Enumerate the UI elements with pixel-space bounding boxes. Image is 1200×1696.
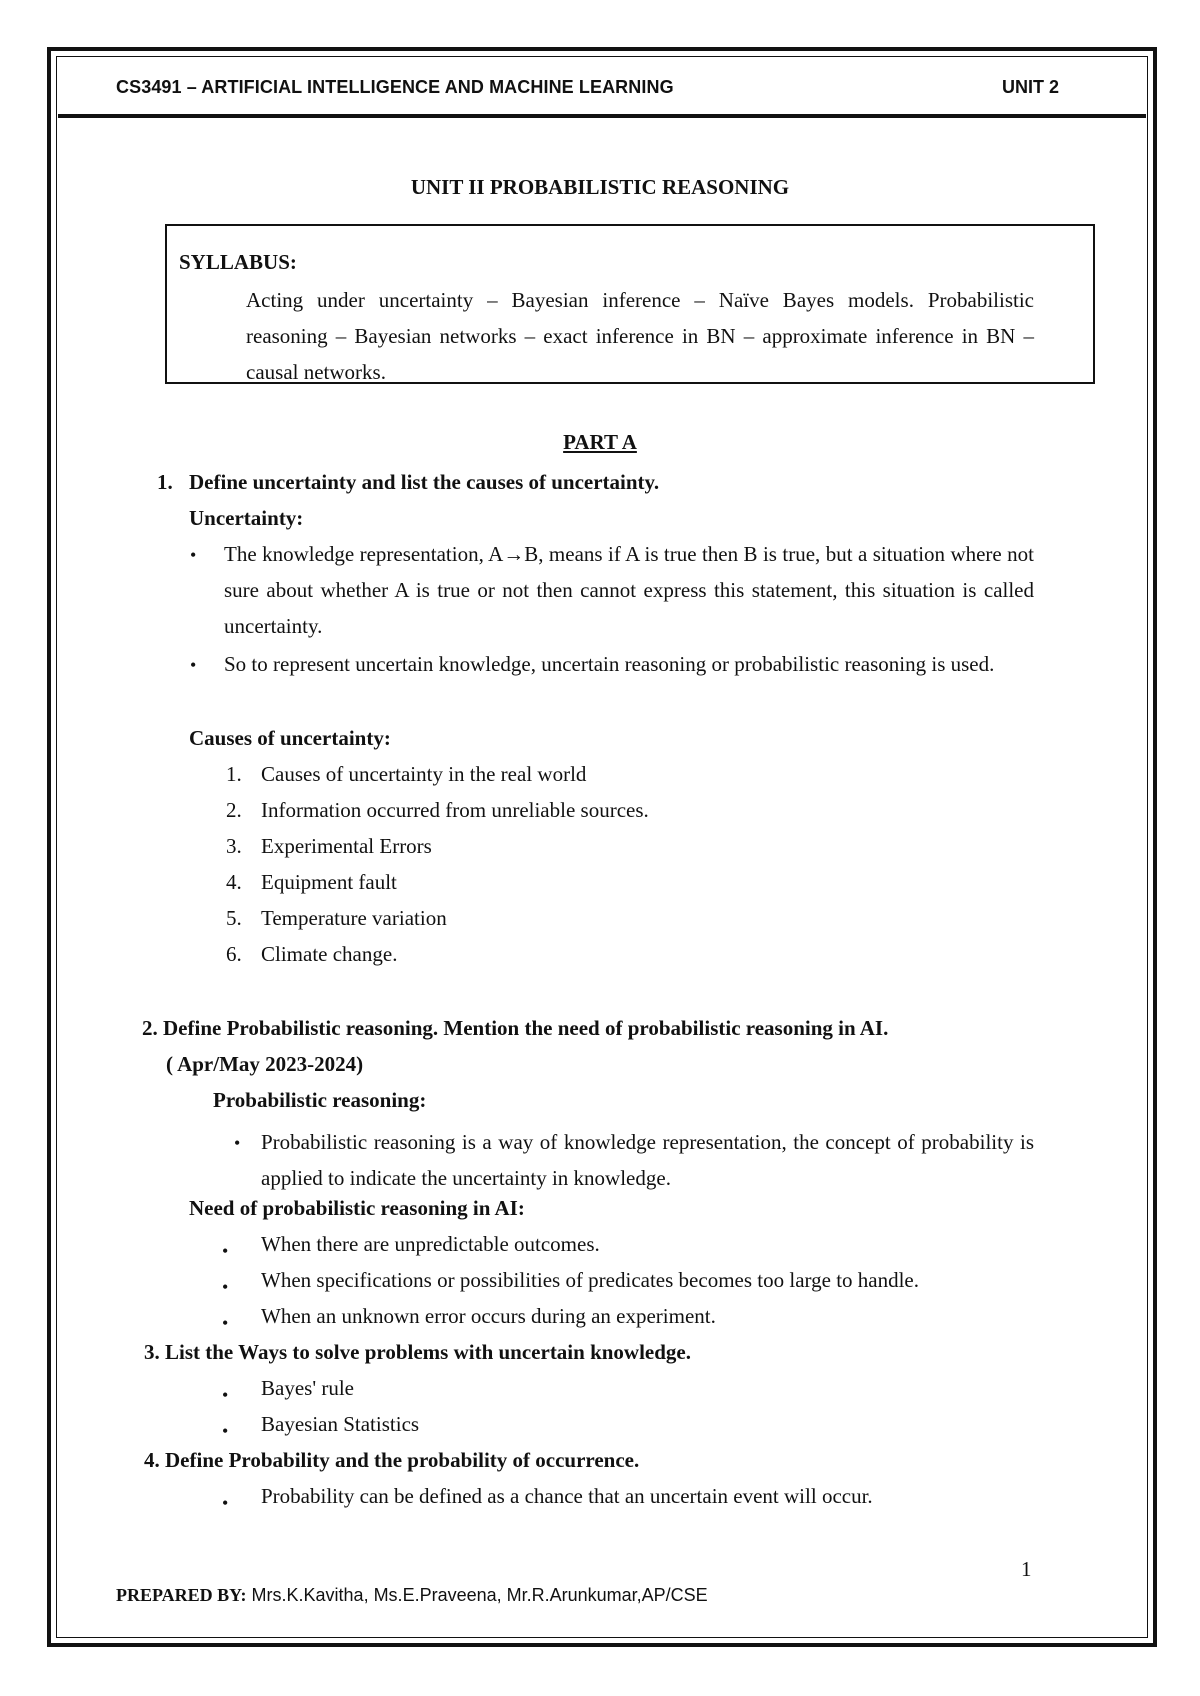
q1-number: 1. bbox=[157, 470, 173, 494]
cause-item: Climate change. bbox=[261, 942, 398, 966]
cause-number: 5. bbox=[226, 906, 242, 930]
syllabus-heading: SYLLABUS: bbox=[179, 250, 297, 274]
q2-question: 2. Define Probabilistic reasoning. Mention the need of probabilistic reasoning in AI. bbox=[142, 1016, 889, 1040]
unit-label: UNIT 2 bbox=[1002, 77, 1060, 97]
unit-title: UNIT II PROBABILISTIC REASONING bbox=[410, 175, 790, 199]
bullet-icon: • bbox=[222, 1493, 229, 1513]
cause-number: 6. bbox=[226, 942, 242, 966]
syllabus-box bbox=[165, 224, 1095, 384]
q1-uncertainty-heading: Uncertainty: bbox=[189, 506, 304, 530]
bullet-icon: • bbox=[190, 655, 197, 675]
q1-question: Define uncertainty and list the causes of uncertainty. bbox=[189, 470, 660, 494]
cause-item: Experimental Errors bbox=[261, 834, 432, 858]
bullet-icon: • bbox=[222, 1313, 229, 1333]
cause-item: Temperature variation bbox=[261, 906, 447, 930]
q1-bullet-2: So to represent uncertain knowledge, uncertain reasoning or probabilistic reasoning is used. bbox=[224, 652, 995, 676]
q3-question: 3. List the Ways to solve problems with uncertain knowledge. bbox=[144, 1340, 692, 1364]
cause-item: Equipment fault bbox=[261, 870, 397, 894]
q4-question: 4. Define Probability and the probability of occurrence. bbox=[144, 1448, 640, 1472]
cause-number: 2. bbox=[226, 798, 242, 822]
page-footer bbox=[116, 1585, 708, 1606]
cause-item: Causes of uncertainty in the real world bbox=[261, 762, 587, 786]
prepared-by-label: PREPARED BY: bbox=[116, 1585, 247, 1605]
q2-need-item: When an unknown error occurs during an experiment. bbox=[261, 1304, 716, 1328]
q4-item: Probability can be defined as a chance that an uncertain event will occur. bbox=[261, 1484, 873, 1508]
q2-need-heading: Need of probabilistic reasoning in AI: bbox=[189, 1196, 525, 1220]
cause-number: 1. bbox=[226, 762, 242, 786]
q2-need-item: When there are unpredictable outcomes. bbox=[261, 1232, 600, 1256]
q3-item: Bayes' rule bbox=[261, 1376, 355, 1400]
prepared-by-authors: Mrs.K.Kavitha, Ms.E.Praveena, Mr.R.Arunkumar,AP/CSE bbox=[251, 1585, 708, 1605]
q1-causes-heading: Causes of uncertainty: bbox=[189, 726, 391, 750]
syllabus-text: Acting under uncertainty – Bayesian inference – Naïve Bayes models. Probabilistic reasoning – Bayesian networks – exact inference in BN – approximate inference in BN – causal networks. bbox=[246, 288, 1034, 384]
cause-item: Information occurred from unreliable sources. bbox=[261, 798, 649, 822]
q2-exam-label: ( Apr/May 2023-2024) bbox=[166, 1052, 364, 1076]
q2-bullet-1: Probabilistic reasoning is a way of knowledge representation, the concept of probability is applied to indicate the uncertainty in knowledge. bbox=[261, 1130, 1034, 1190]
page-header bbox=[58, 58, 1146, 118]
bullet-icon: • bbox=[222, 1385, 229, 1405]
bullet-icon: • bbox=[222, 1277, 229, 1297]
part-heading: PART A bbox=[563, 430, 637, 454]
q3-item: Bayesian Statistics bbox=[261, 1412, 420, 1436]
page-number: 1 bbox=[1021, 1557, 1032, 1581]
bullet-icon: • bbox=[222, 1241, 229, 1261]
cause-number: 3. bbox=[226, 834, 242, 858]
q1-bullet-1: The knowledge representation, A→B, means if A is true then B is true, but a situation where not sure about whether A is true or not then cannot express this statement, this situation is called uncertainty. bbox=[224, 542, 1034, 638]
bullet-icon: • bbox=[222, 1421, 229, 1441]
bullet-icon: • bbox=[190, 545, 197, 565]
q2-probabilistic-heading: Probabilistic reasoning: bbox=[213, 1088, 427, 1112]
course-title: CS3491 – ARTIFICIAL INTELLIGENCE AND MACHINE LEARNING bbox=[116, 77, 674, 97]
bullet-icon: • bbox=[234, 1133, 241, 1153]
cause-number: 4. bbox=[226, 870, 242, 894]
q2-need-item: When specifications or possibilities of predicates becomes too large to handle. bbox=[261, 1268, 920, 1292]
